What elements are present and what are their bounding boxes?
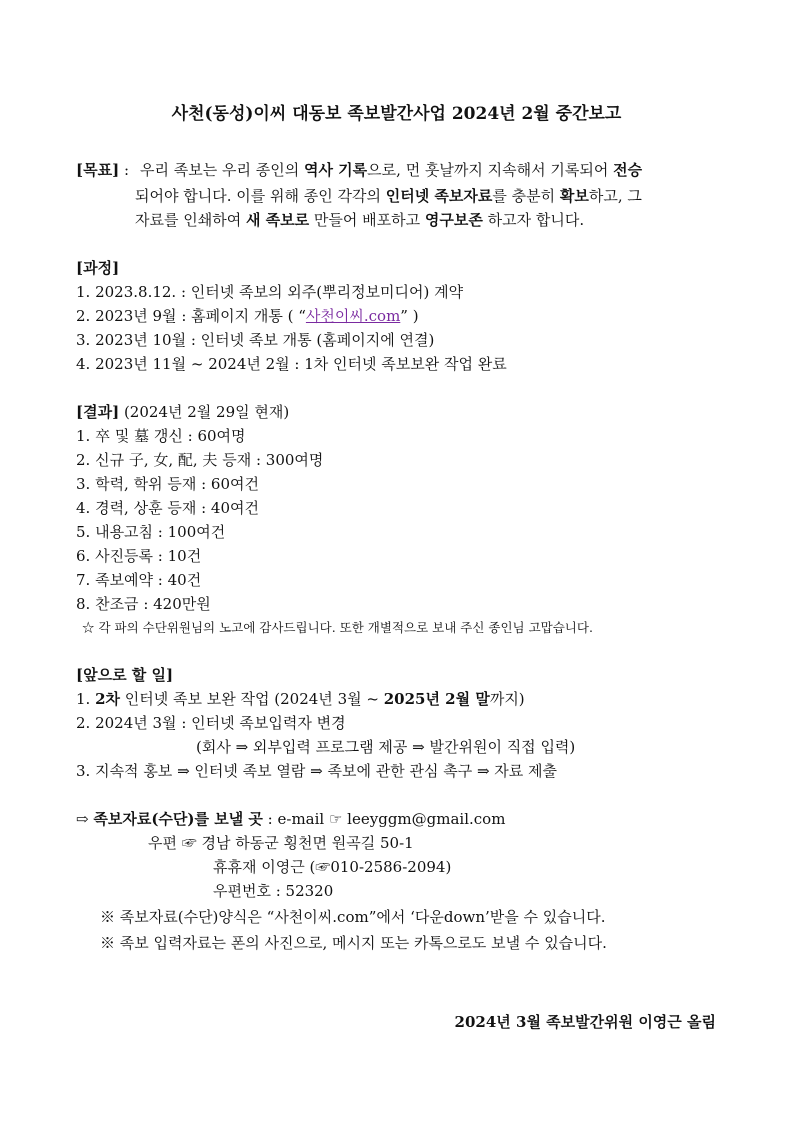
body-text: 되어야 합니다. 이를 위해 종인 각각의	[135, 187, 386, 205]
results-note: ☆ 각 파의 수단위원님의 노고에 감사드립니다. 또한 개별적으로 보내 주신 종인님 고맙습니다.	[82, 620, 593, 635]
contact-name: 휴휴재 이영근 (☞010-2586-2094)	[213, 858, 452, 876]
body-text: 으로, 먼 훗날까지 지속해서 기록되어	[367, 161, 614, 179]
submit-label: 족보자료(수단)를 보낼 곳	[93, 810, 263, 828]
postal-address: 우편 ☞ 경남 하동군 횡천면 원곡길 50-1	[148, 834, 414, 852]
body-text: 하고자 합니다.	[482, 211, 585, 229]
process-item-3: 3. 2023년 10월 : 인터넷 족보 개통 (홈페이지에 연결)	[76, 331, 435, 349]
body-text: 하고, 그	[588, 187, 642, 205]
results-heading: [결과]	[76, 403, 120, 421]
page-title: 사천(동성)이씨 대동보 족보발간사업 2024년 2월 중간보고	[171, 104, 622, 124]
results-date: (2024년 2월 29일 현재)	[119, 403, 290, 421]
body-text: 를 충분히	[492, 187, 560, 205]
process-item-4: 4. 2023년 11월 ~ 2024년 2월 : 1차 인터넷 족보보완 작업 완료	[76, 355, 507, 373]
process-item-2-prefix: 2. 2023년 9월 : 홈페이지 개통 ( “	[76, 307, 306, 325]
emphasis-text: 인터넷 족보자료	[385, 187, 493, 205]
results-item: 3. 학력, 학위 등재 : 60여건	[76, 475, 259, 493]
body-text: 인터넷 족보 보완 작업 (2024년 3월 ~	[120, 690, 384, 708]
homepage-link[interactable]: 사천이씨.com	[305, 307, 401, 325]
body-text: 우리 족보는 우리 종인의	[140, 161, 304, 179]
submit-note-2: ※ 족보 입력자료는 폰의 사진으로, 메시지 또는 카톡으로도 보낼 수 있습니다.	[100, 934, 607, 952]
process-heading: [과정]	[76, 259, 120, 277]
arrow-icon: ⇨	[76, 810, 89, 828]
submit-line	[76, 809, 505, 829]
goal-label: [목표]	[76, 161, 120, 179]
signature: 2024년 3월 족보발간위원 이영근 올림	[454, 1013, 716, 1031]
emphasis-text: 2025년 2월 말	[383, 690, 490, 708]
goal-line-2	[135, 186, 642, 206]
body-text: 1.	[76, 690, 96, 708]
future-item-2: 2. 2024년 3월 : 인터넷 족보입력자 변경	[76, 714, 346, 732]
results-item: 6. 사진등록 : 10건	[76, 547, 202, 565]
results-item: 2. 신규 子, 女, 配, 夫 등재 : 300여명	[76, 451, 324, 469]
submit-email: : e-mail ☞ leeyggm@gmail.com	[262, 810, 506, 828]
goal-line-1	[140, 160, 642, 180]
body-text: 자료를 인쇄하여	[135, 211, 246, 229]
goal-line-3	[135, 210, 584, 230]
emphasis-text: 새 족보로	[245, 211, 310, 229]
results-item: 1. 卒 및 墓 갱신 : 60여명	[76, 427, 246, 445]
future-item-3: 3. 지속적 홍보 ⇒ 인터넷 족보 열람 ⇒ 족보에 관한 관심 촉구 ⇒ 자료 제출	[76, 762, 558, 780]
process-item-1: 1. 2023.8.12. : 인터넷 족보의 외주(뿌리정보미디어) 계약	[76, 283, 464, 301]
body-text: 만들어 배포하고	[309, 211, 425, 229]
emphasis-text: 전승	[613, 161, 643, 179]
results-item: 4. 경력, 상훈 등재 : 40여건	[76, 499, 259, 517]
process-item-2-suffix: ” )	[400, 307, 419, 325]
future-item-1	[76, 689, 525, 709]
goal-colon: :	[124, 161, 130, 179]
future-heading: [앞으로 할 일]	[76, 666, 174, 684]
results-item: 8. 찬조금 : 420만원	[76, 595, 211, 613]
process-item-2	[76, 306, 419, 326]
submit-note-1: ※ 족보자료(수단)양식은 “사천이씨.com”에서 ‘다운down’받을 수 있습니다.	[100, 908, 606, 926]
emphasis-text: 확보	[559, 187, 589, 205]
emphasis-text: 역사 기록	[303, 161, 368, 179]
body-text: 까지)	[489, 690, 525, 708]
emphasis-text: 2차	[95, 690, 121, 708]
emphasis-text: 영구보존	[424, 211, 483, 229]
future-item-2-detail: (회사 ⇒ 외부입력 프로그램 제공 ⇒ 발간위원이 직접 입력)	[196, 738, 576, 756]
postal-code: 우편번호 : 52320	[213, 882, 334, 900]
results-item: 7. 족보예약 : 40건	[76, 571, 202, 589]
results-item: 5. 내용고침 : 100여건	[76, 523, 226, 541]
results-heading-line	[76, 402, 289, 422]
